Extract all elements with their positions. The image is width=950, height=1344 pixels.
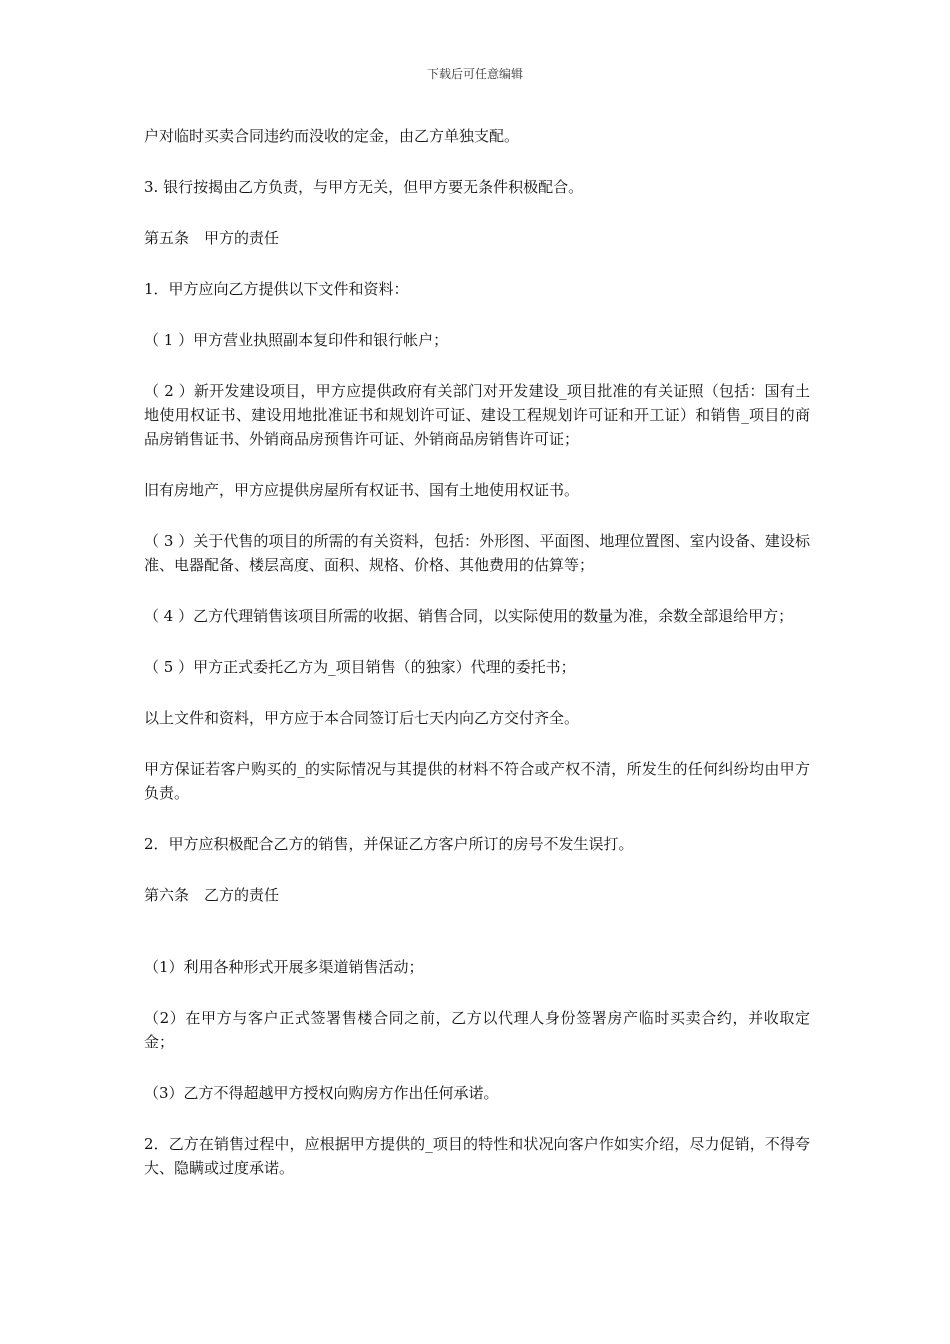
paragraph: （3）乙方不得超越甲方授权向购房方作出任何承诺。 <box>144 1084 499 1102</box>
paragraph: （ 2 ）新开发建设项目，甲方应提供政府有关部门对开发建设_项目批准的有关证照（包括：国有土地使用权证书、建设用地批准证书和规划许可证、建设工程规划许可证和开工证）和销售_项目的商品房销售证书、外销商品房预售许可证、外销商品房销售许可证； <box>144 382 810 448</box>
paragraph: 2．乙方在销售过程中，应根据甲方提供的_项目的特性和状况向客户作如实介绍，尽力促销，不得夸大、隐瞒或过度承诺。 <box>144 1135 810 1177</box>
paragraph: 3. 银行按揭由乙方负责，与甲方无关，但甲方要无条件积极配合。 <box>144 178 584 196</box>
paragraph: （ 1 ）甲方营业执照副本复印件和银行帐户； <box>144 331 449 349</box>
document-body <box>144 124 810 1207</box>
paragraph: 1．甲方应向乙方提供以下文件和资料： <box>144 280 409 298</box>
section-heading-article-5: 第五条 甲方的责任 <box>144 229 280 247</box>
paragraph: 甲方保证若客户购买的_的实际情况与其提供的材料不符合或产权不清，所发生的任何纠纷均由甲方负责。 <box>144 760 810 802</box>
paragraph: （ 3 ）关于代售的项目的所需的有关资料，包括：外形图、平面图、地理位置图、室内设备、建设标准、电器配备、楼层高度、面积、规格、价格、其他费用的估算等； <box>144 532 810 574</box>
paragraph: （1）利用各种形式开展多渠道销售活动； <box>144 958 424 976</box>
paragraph: （2）在甲方与客户正式签署售楼合同之前，乙方以代理人身份签署房产临时买卖合约，并收取定金； <box>144 1009 810 1051</box>
page-header: 下载后可任意编辑 <box>426 67 523 81</box>
paragraph: 以上文件和资料，甲方应于本合同签订后七天内向乙方交付齐全。 <box>144 709 580 727</box>
section-heading-article-6: 第六条 乙方的责任 <box>144 886 280 904</box>
paragraph: （ 4 ）乙方代理销售该项目所需的收据、销售合同，以实际使用的数量为准，余数全部退给甲方； <box>144 607 794 625</box>
paragraph: 户对临时买卖合同违约而没收的定金，由乙方单独支配。 <box>144 127 520 145</box>
paragraph: 旧有房地产，甲方应提供房屋所有权证书、国有土地使用权证书。 <box>144 481 580 499</box>
paragraph: （ 5 ）甲方正式委托乙方为_项目销售（的独家）代理的委托书； <box>144 658 576 676</box>
paragraph: 2．甲方应积极配合乙方的销售，并保证乙方客户所订的房号不发生误打。 <box>144 835 634 853</box>
